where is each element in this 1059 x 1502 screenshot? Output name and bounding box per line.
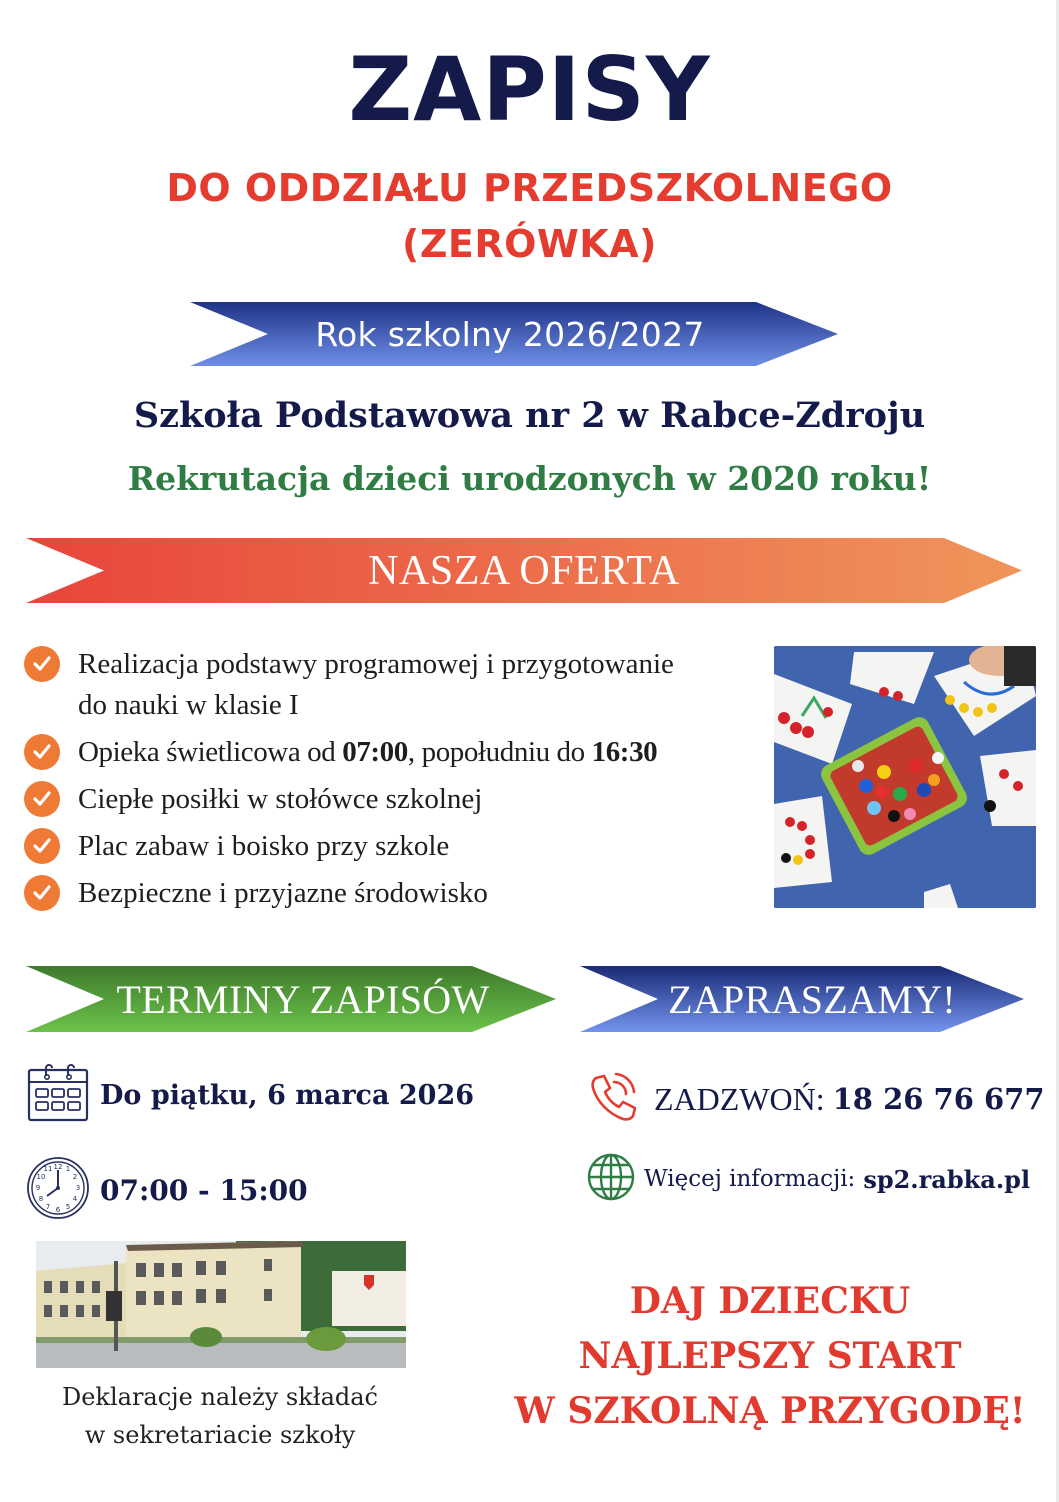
calendar-icon [26,1062,90,1128]
svg-text:6: 6 [55,1206,61,1214]
offer-item [24,873,774,914]
offer-ribbon-label: NASZA OFERTA [368,547,680,594]
poster-subtitle [0,160,1059,272]
globe-icon [586,1152,636,1206]
check-circle-icon [24,781,60,817]
phone-number[interactable]: 18 26 76 677 [832,1082,1045,1116]
school-building-photo [36,1241,406,1368]
check-circle-icon [24,828,60,864]
school-name: Szkoła Podstawowa nr 2 w Rabce-Zdroju [133,395,926,436]
school-year-ribbon [190,302,838,366]
terms-ribbon-label: TERMINY ZAPISÓW [116,976,490,1022]
offer-item [24,644,774,726]
svg-text:10: 10 [36,1173,46,1181]
subtitle-line-1: DO ODDZIAŁU PRZEDSZKOLNEGO [166,166,893,210]
terms-ribbon [26,966,556,1032]
offer-item [24,826,774,867]
check-circle-icon [24,875,60,911]
deadline-row [26,1062,474,1128]
deadline-text: Do piątku, 6 marca 2026 [100,1079,475,1111]
svg-text:7: 7 [45,1203,51,1211]
svg-text:3: 3 [75,1184,81,1192]
phone-label: ZADZWOŃ: [654,1080,825,1117]
offer-item-text: Ciepłe posiłki w stołówce szkolnej [78,783,483,815]
recruitment-note: Rekrutacja dzieci urodzonych w 2020 roku! [127,459,932,498]
declaration-note: Deklaracje należy składać w sekretariacie szkoły [61,1383,378,1449]
phone-row [586,1072,1045,1126]
website-row [586,1152,1030,1206]
hours-row [26,1156,308,1224]
offer-item-text: Realizacja podstawy programowej i przygotowanie do nauki w klasie I [78,648,674,721]
school-year-label: Rok szkolny 2026/2027 [315,314,705,354]
invite-ribbon-label: ZAPRASZAMY! [668,976,956,1022]
offer-item [24,779,774,820]
children-bottle-caps-photo [774,646,1036,908]
offer-item-text: Bezpieczne i przyjazne środowisko [78,877,488,909]
phone-icon [586,1072,636,1126]
offer-item-text: Opieka świetlicowa od 07:00, popołudniu do 16:30 [78,736,658,768]
clock-icon [26,1156,90,1224]
invite-ribbon [580,966,1024,1032]
svg-text:12: 12 [53,1163,63,1171]
website-label: Więcej informacji: [644,1166,856,1192]
offer-ribbon [26,538,1022,603]
svg-text:4: 4 [72,1195,78,1203]
offer-item [24,732,774,773]
svg-text:2: 2 [72,1173,78,1181]
slogan: DAJ DZIECKU NAJLEPSZY START W SZKOLNĄ PRZYGODĘ! [514,1280,1026,1432]
svg-text:5: 5 [65,1203,71,1211]
svg-text:9: 9 [35,1184,41,1192]
svg-text:1: 1 [65,1165,71,1173]
check-circle-icon [24,734,60,770]
offer-list [24,644,774,920]
subtitle-line-2: (ZERÓWKA) [401,222,658,266]
svg-text:11: 11 [43,1165,53,1173]
svg-text:8: 8 [38,1195,44,1203]
offer-item-text: Plac zabaw i boisko przy szkole [78,830,450,862]
poster-title: ZAPISY [348,38,711,141]
check-circle-icon [24,646,60,682]
hours-text: 07:00 - 15:00 [100,1173,308,1207]
website-link[interactable]: sp2.rabka.pl [863,1164,1031,1194]
